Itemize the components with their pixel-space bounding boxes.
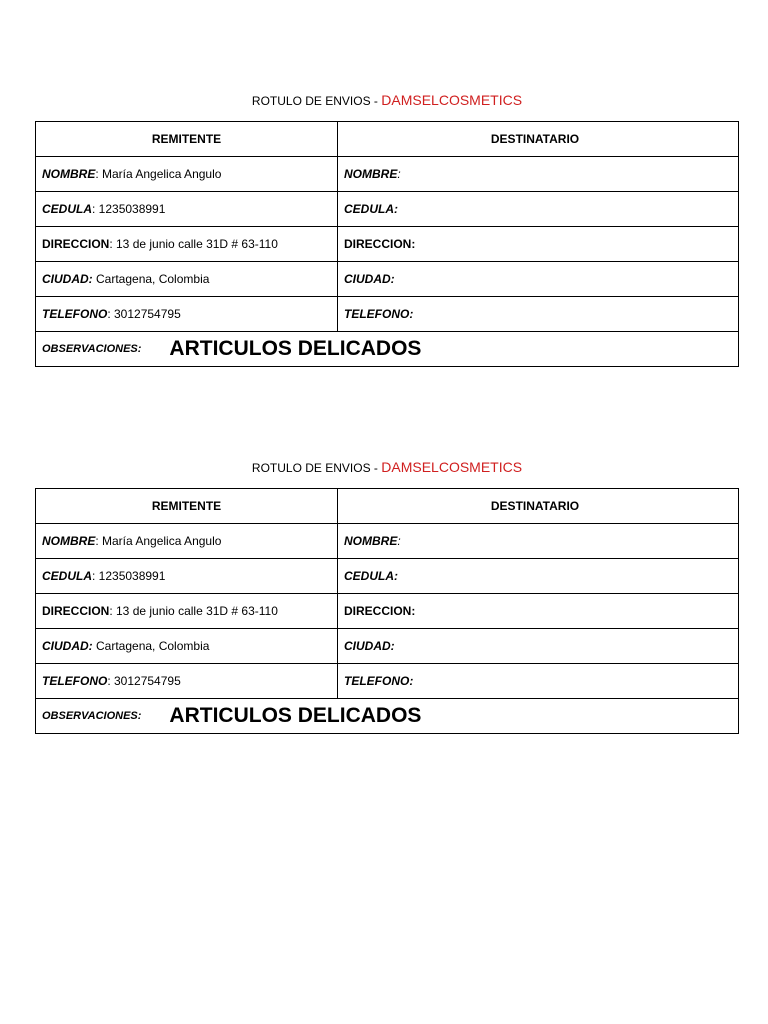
sender-ciudad-label: CIUDAD: — [42, 272, 93, 286]
observaciones-value: ARTICULOS DELICADOS — [169, 337, 422, 360]
sender-direccion-cell — [36, 594, 338, 629]
sender-ciudad-label: CIUDAD: — [42, 639, 93, 653]
sender-ciudad-cell — [36, 262, 338, 297]
recipient-telefono-label: TELEFONO: — [344, 307, 414, 321]
ciudad-row — [36, 262, 739, 297]
sender-cedula-cell — [36, 192, 338, 227]
recipient-direccion-label: DIRECCION: — [344, 237, 416, 251]
recipient-cedula-label: CEDULA: — [344, 202, 398, 216]
label-title — [35, 90, 739, 110]
recipient-direccion-cell[interactable] — [338, 594, 739, 629]
observaciones-label: OBSERVACIONES: — [42, 343, 142, 355]
recipient-direccion-cell[interactable] — [338, 227, 739, 262]
title-prefix: ROTULO DE ENVIOS - — [251, 94, 382, 108]
shipping-label-1 — [35, 90, 739, 360]
sender-telefono-value: : 3012754795 — [107, 674, 181, 688]
nombre-row — [36, 157, 739, 192]
sender-ciudad-cell — [36, 629, 338, 664]
sender-nombre-label: NOMBRE — [42, 167, 96, 181]
shipping-label-2 — [35, 457, 739, 727]
sender-cedula-label: CEDULA — [42, 202, 92, 216]
remitente-header: REMITENTE — [36, 489, 338, 524]
shipping-form-table — [35, 488, 739, 734]
sender-cedula-value: : 1235038991 — [92, 569, 166, 583]
brand-name: DAMSELCOSMETICS — [381, 92, 523, 108]
sender-nombre-cell — [36, 524, 338, 559]
header-row — [36, 122, 739, 157]
sender-nombre-label: NOMBRE — [42, 534, 96, 548]
sender-nombre-value: : María Angelica Angulo — [95, 167, 222, 181]
header-row — [36, 489, 739, 524]
recipient-telefono-cell[interactable] — [338, 664, 739, 699]
recipient-cedula-cell[interactable] — [338, 559, 739, 594]
cedula-row — [36, 559, 739, 594]
direccion-row — [36, 227, 739, 262]
sender-telefono-label: TELEFONO — [42, 307, 108, 321]
recipient-nombre-colon: : — [397, 534, 401, 548]
title-prefix: ROTULO DE ENVIOS - — [251, 461, 382, 475]
observaciones-cell — [36, 699, 739, 734]
brand-name: DAMSELCOSMETICS — [381, 459, 523, 475]
telefono-row — [36, 664, 739, 699]
observaciones-label: OBSERVACIONES: — [42, 710, 142, 722]
recipient-direccion-label: DIRECCION: — [344, 604, 416, 618]
sender-direccion-label: DIRECCION — [42, 237, 110, 251]
recipient-ciudad-cell[interactable] — [338, 629, 739, 664]
recipient-nombre-cell[interactable] — [338, 157, 739, 192]
sender-ciudad-value: Cartagena, Colombia — [92, 639, 210, 653]
recipient-ciudad-cell[interactable] — [338, 262, 739, 297]
sender-telefono-value: : 3012754795 — [107, 307, 181, 321]
sender-ciudad-value: Cartagena, Colombia — [92, 272, 210, 286]
destinatario-header: DESTINATARIO — [338, 122, 739, 157]
observaciones-cell — [36, 332, 739, 367]
recipient-ciudad-label: CIUDAD: — [344, 639, 395, 653]
label-title — [35, 457, 739, 477]
destinatario-header: DESTINATARIO — [338, 489, 739, 524]
recipient-cedula-label: CEDULA: — [344, 569, 398, 583]
sender-nombre-value: : María Angelica Angulo — [95, 534, 222, 548]
observaciones-value: ARTICULOS DELICADOS — [169, 704, 422, 727]
observaciones-row — [36, 699, 739, 734]
recipient-nombre-cell[interactable] — [338, 524, 739, 559]
nombre-row — [36, 524, 739, 559]
sender-direccion-value: : 13 de junio calle 31D # 63-110 — [109, 237, 278, 251]
sender-telefono-label: TELEFONO — [42, 674, 108, 688]
remitente-header: REMITENTE — [36, 122, 338, 157]
observaciones-row — [36, 332, 739, 367]
sender-direccion-label: DIRECCION — [42, 604, 110, 618]
recipient-nombre-label: NOMBRE — [344, 167, 398, 181]
shipping-form-table — [35, 121, 739, 367]
telefono-row — [36, 297, 739, 332]
sender-telefono-cell — [36, 297, 338, 332]
sender-direccion-value: : 13 de junio calle 31D # 63-110 — [109, 604, 278, 618]
sender-cedula-value: : 1235038991 — [92, 202, 166, 216]
ciudad-row — [36, 629, 739, 664]
recipient-cedula-cell[interactable] — [338, 192, 739, 227]
sender-cedula-label: CEDULA — [42, 569, 92, 583]
recipient-telefono-cell[interactable] — [338, 297, 739, 332]
sender-cedula-cell — [36, 559, 338, 594]
cedula-row — [36, 192, 739, 227]
recipient-nombre-colon: : — [397, 167, 401, 181]
sender-telefono-cell — [36, 664, 338, 699]
sender-direccion-cell — [36, 227, 338, 262]
recipient-ciudad-label: CIUDAD: — [344, 272, 395, 286]
recipient-telefono-label: TELEFONO: — [344, 674, 414, 688]
recipient-nombre-label: NOMBRE — [344, 534, 398, 548]
sender-nombre-cell — [36, 157, 338, 192]
direccion-row — [36, 594, 739, 629]
